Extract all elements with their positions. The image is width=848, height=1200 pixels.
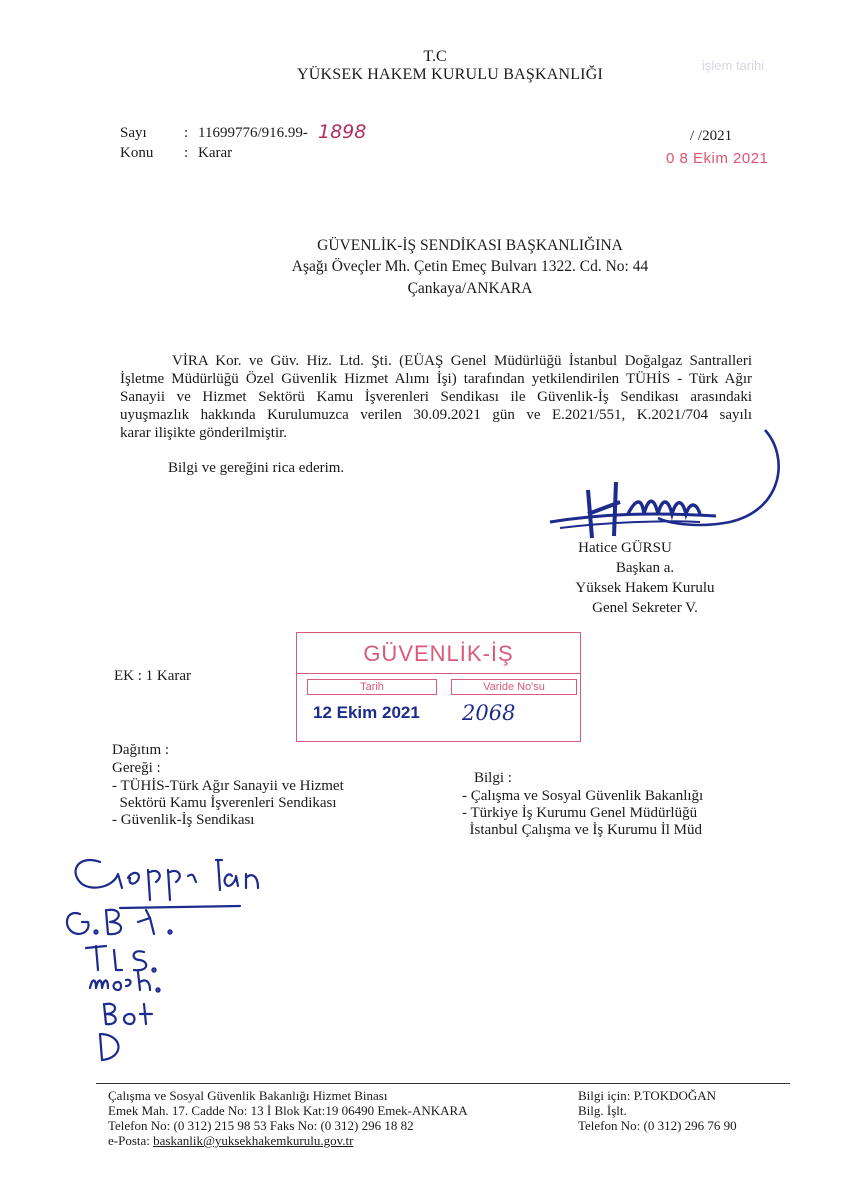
footer-line: Telefon No: (0 312) 296 76 90 bbox=[578, 1118, 737, 1133]
attachment-note: EK : 1 Karar bbox=[114, 668, 192, 684]
body-line: Sanayii ve Hizmet Sektörü Kamu İşverenleri Sendikası ile Güvenlik-İş Sendikası arasındaki bbox=[120, 389, 752, 405]
signatory-position: Genel Sekreter V. bbox=[592, 600, 698, 616]
email-label: e-Posta: bbox=[108, 1133, 154, 1148]
document-date: / /2021 bbox=[690, 128, 733, 144]
bilgi-item: - Çalışma ve Sosyal Güvenlik Bakanlığı bbox=[462, 788, 704, 804]
stamp-title: GÜVENLİK-İŞ bbox=[363, 641, 514, 666]
handwritten-notes bbox=[60, 848, 290, 1068]
stamp-varide-label: Varide No'su bbox=[451, 679, 577, 695]
footer-line: Telefon No: (0 312) 215 98 53 Faks No: (0 312) 296 18 82 bbox=[108, 1118, 414, 1133]
body-line: uyuşmazlık hakkında Kurulumuzca verilen 30.09.2021 gün ve E.2021/551, K.2021/704 sayılı bbox=[120, 407, 752, 423]
addressee-name: GÜVENLİK-İŞ SENDİKASI BAŞKANLIĞINA bbox=[317, 237, 623, 254]
stamp-divider bbox=[297, 673, 580, 674]
signatory-name: Hatice GÜRSU bbox=[578, 540, 672, 556]
footer-divider bbox=[470, 1083, 790, 1084]
footer-line: Çalışma ve Sosyal Güvenlik Bakanlığı Hizmet Binası bbox=[108, 1088, 388, 1103]
addressee-city: Çankaya/ANKARA bbox=[407, 280, 533, 297]
bilgi-label: Bilgi : bbox=[474, 770, 512, 786]
footer-line: Bilg. İşlt. bbox=[578, 1103, 627, 1118]
bilgi-item: İstanbul Çalışma ve İş Kurumu İl Müd bbox=[462, 822, 702, 838]
sayi-colon: : bbox=[184, 125, 189, 141]
footer-line: Emek Mah. 17. Cadde No: 13 İ Blok Kat:19 06490 Emek-ANKARA bbox=[108, 1103, 468, 1118]
incoming-stamp bbox=[296, 632, 581, 742]
geregi-item: Sektörü Kamu İşverenleri Sendikası bbox=[112, 795, 337, 811]
body-line: karar ilişikte gönderilmiştir. bbox=[120, 425, 288, 441]
signatory-institution: Yüksek Hakem Kurulu bbox=[575, 580, 715, 596]
konu-colon: : bbox=[184, 145, 189, 161]
header-tc: T.C bbox=[423, 48, 447, 65]
geregi-item: - TÜHİS-Türk Ağır Sanayii ve Hizmet bbox=[112, 778, 344, 794]
email-link[interactable]: baskanlik@yuksekhakemkurulu.gov.tr bbox=[153, 1133, 354, 1148]
addressee-street: Aşağı Öveçler Mh. Çetin Emeç Bulvarı 1322. Cd. No: 44 bbox=[291, 258, 649, 275]
distribution-right bbox=[462, 770, 703, 839]
body-line: VİRA Kor. ve Güv. Hiz. Ltd. Şti. (EÜAŞ Genel Müdürlüğü İstanbul Doğalgaz Santralleri bbox=[172, 353, 752, 369]
sayi-label: Sayı bbox=[120, 125, 147, 141]
konu-label: Konu bbox=[120, 145, 154, 161]
sayi-value: 11699776/916.99- bbox=[198, 125, 308, 141]
signature-scribble bbox=[540, 418, 790, 553]
stamp-date: 12 Ekim 2021 bbox=[313, 703, 420, 722]
footer-line: Bilgi için: P.TOKDOĞAN bbox=[578, 1088, 717, 1103]
bilgi-item: - Türkiye İş Kurumu Genel Müdürlüğü bbox=[462, 805, 698, 821]
dagitim-label: Dağıtım : bbox=[112, 742, 170, 758]
footer-contact-right bbox=[578, 1088, 737, 1133]
sayi-handwritten-number: 1898 bbox=[318, 121, 367, 143]
geregi-label: Gereği : bbox=[112, 760, 161, 776]
stamp-number: 2068 bbox=[462, 701, 516, 725]
header-institution: YÜKSEK HAKEM KURULU BAŞKANLIĞI bbox=[297, 66, 603, 83]
stamp-tarih-label: Tarih bbox=[307, 679, 437, 695]
date-stamp: 0 8 Ekim 2021 bbox=[666, 150, 769, 167]
body-line: İşletme Müdürlüğü Özel Güvenlik Hizmet Alımı İşi) tarafından yetkilendirilen TÜHİS - Türk Ağır bbox=[120, 371, 752, 387]
footer-email-row bbox=[108, 1133, 468, 1148]
geregi-item: - Güvenlik-İş Sendikası bbox=[112, 812, 255, 828]
signatory-title: Başkan a. bbox=[615, 560, 675, 576]
footer-divider bbox=[96, 1083, 476, 1084]
distribution-left bbox=[112, 742, 344, 829]
corner-watermark: işlem tarihi bbox=[702, 58, 765, 73]
closing-line: Bilgi ve gereğini rica ederim. bbox=[168, 460, 345, 476]
footer-contact-left bbox=[108, 1088, 468, 1148]
konu-value: Karar bbox=[198, 145, 233, 161]
